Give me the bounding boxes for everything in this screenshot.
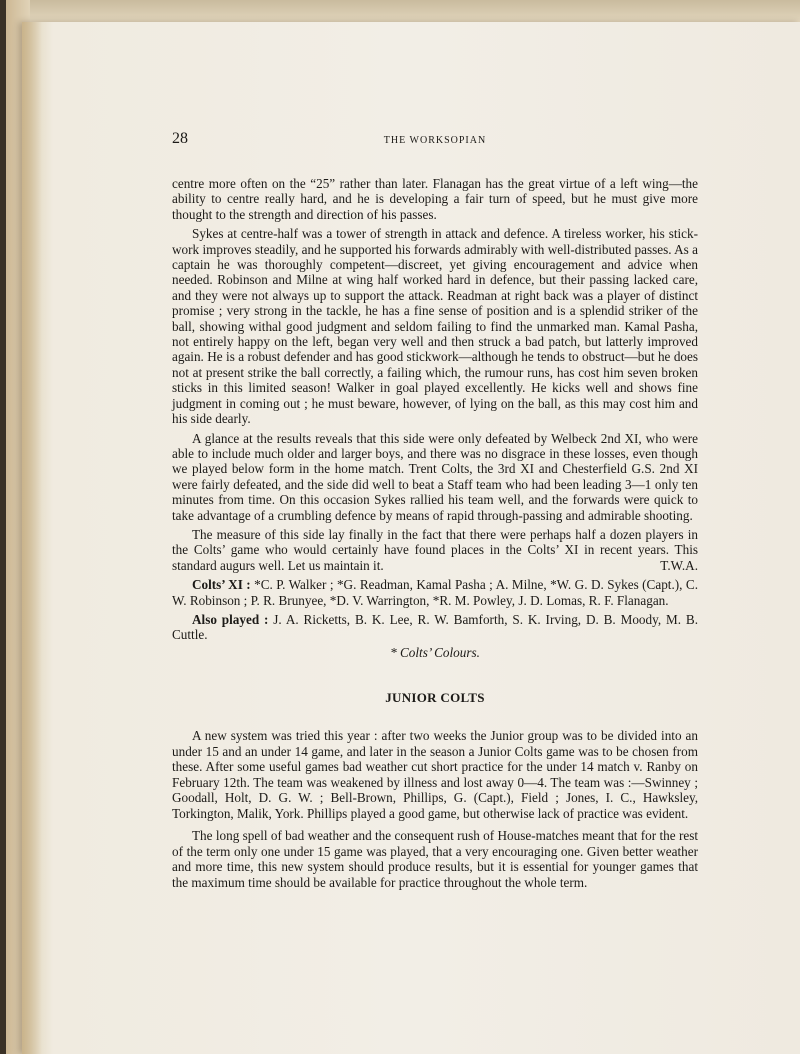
paragraph-with-signature (172, 527, 698, 573)
section-title: JUNIOR COLTS (385, 690, 485, 706)
paragraph: A new system was tried this year : after two weeks the Junior group was to be divided into an under 15 and an under 14 game, and later in the season a Junior Colts game was to be chosen from these. After some useful games bad weather cut short practice for the under 14 match v. Ranby on February 12th. The team was weakened by illness and lost away 0—4. The team was :—Swinney ; Goodall, Holt, D. G. W. ; Bell-Brown, Phillips, G. (Capt.), Field ; Jones, I. C., Hawksley, Torkington, Malik, York. Phillips played a good game, but otherwise lack of practice was evident. (172, 728, 698, 821)
colours-footnote: * Colts’ Colours. (390, 644, 480, 660)
team-list-label: Colts’ XI : (192, 577, 251, 593)
paragraph-text: The measure of this side lay finally in the fact that there were perhaps half a dozen players in the Colts’ game who would certainly have found places in the Colts’ XI in recent years. This standard augurs well. Let us maintain it. (172, 526, 698, 573)
page-number: 28 (172, 130, 188, 147)
also-played-list (172, 612, 698, 643)
team-list (172, 577, 698, 608)
running-title: THE WORKSOPIAN (383, 135, 487, 146)
team-list-names: *C. P. Walker ; *G. Readman, Kamal Pasha ; A. Milne, *W. G. D. Sykes (Capt.), C. W. Robinson ; P. R. Brunyee, *D. V. Warrington, *R. M. Powley, J. D. Lomas, R. F. Flanagan. (172, 577, 698, 608)
paragraph: centre more often on the “25” rather than later. Flanagan has the great virtue of a left wing—the ability to centre really hard, and he is developing a fair turn of speed, but he must give more thought to the strength and direction of his passes. (172, 176, 698, 222)
paragraph: Sykes at centre-half was a tower of strength in attack and defence. A tireless worker, his stick-work improves steadily, and he supported his forwards admirably with well-distributed passes. As a captain he was thoroughly competent—discreet, yet giving encouragement and advice when needed. Robinson and Milne at wing half worked hard in defence, but their passing lacked care, and they were not always up to support the attack. Readman at right back was a player of distinct promise ; very strong in the tackle, he has a fine sense of position and is a splendid striker of the ball, showing withal good judgment and seldom failing to find the unmarked man. Kamal Pasha, not entirely happy on the left, began very well and then struck a bad patch, but latterly improved again. He is a robust defender and has good stickwork—although he tends to obstruct—but he does not at present strike the ball correctly, a failing which, the rumour runs, has cost him seven broken sticks in this limited season! Walker in goal played excellently. He kicks well and shows fine judgment in coming out ; he must beware, however, of lying on the ball, as this may cost him and his side dearly. (172, 226, 698, 427)
also-played-names: J. A. Ricketts, B. K. Lee, R. W. Bamforth, S. K. Irving, D. B. Moody, M. B. Cuttle. (172, 611, 698, 643)
paragraph: A glance at the results reveals that this side were only defeated by Welbeck 2nd XI, who were able to include much older and larger boys, and there was no disgrace in these losses, even though we played below form in the home match. Trent Colts, the 3rd XI and Chesterfield G.S. 2nd XI were fairly defeated, and the side did well to beat a Staff team who had been leading 3—1 only ten minutes from time. On this occasion Sykes rallied his team well, and the forwards were quick to take advantage of a crumbling defence by means of rapid through-passing and admirable shooting. (172, 430, 698, 523)
binding-edge (22, 22, 42, 1054)
page-top-strip (30, 0, 800, 22)
also-played-label: Also played : (192, 611, 269, 627)
paragraph: The long spell of bad weather and the consequent rush of House-matches meant that for the rest of the term only one under 15 game was played, that a very encouraging one. Given better weather and more time, this new system should produce results, but it is essential for younger games that the maximum time should be available for practice throughout the whole term. (172, 828, 698, 890)
running-head (172, 130, 698, 154)
article-body (172, 176, 698, 890)
junior-colts-section (172, 728, 698, 890)
author-initials: T.W.A. (660, 557, 698, 573)
